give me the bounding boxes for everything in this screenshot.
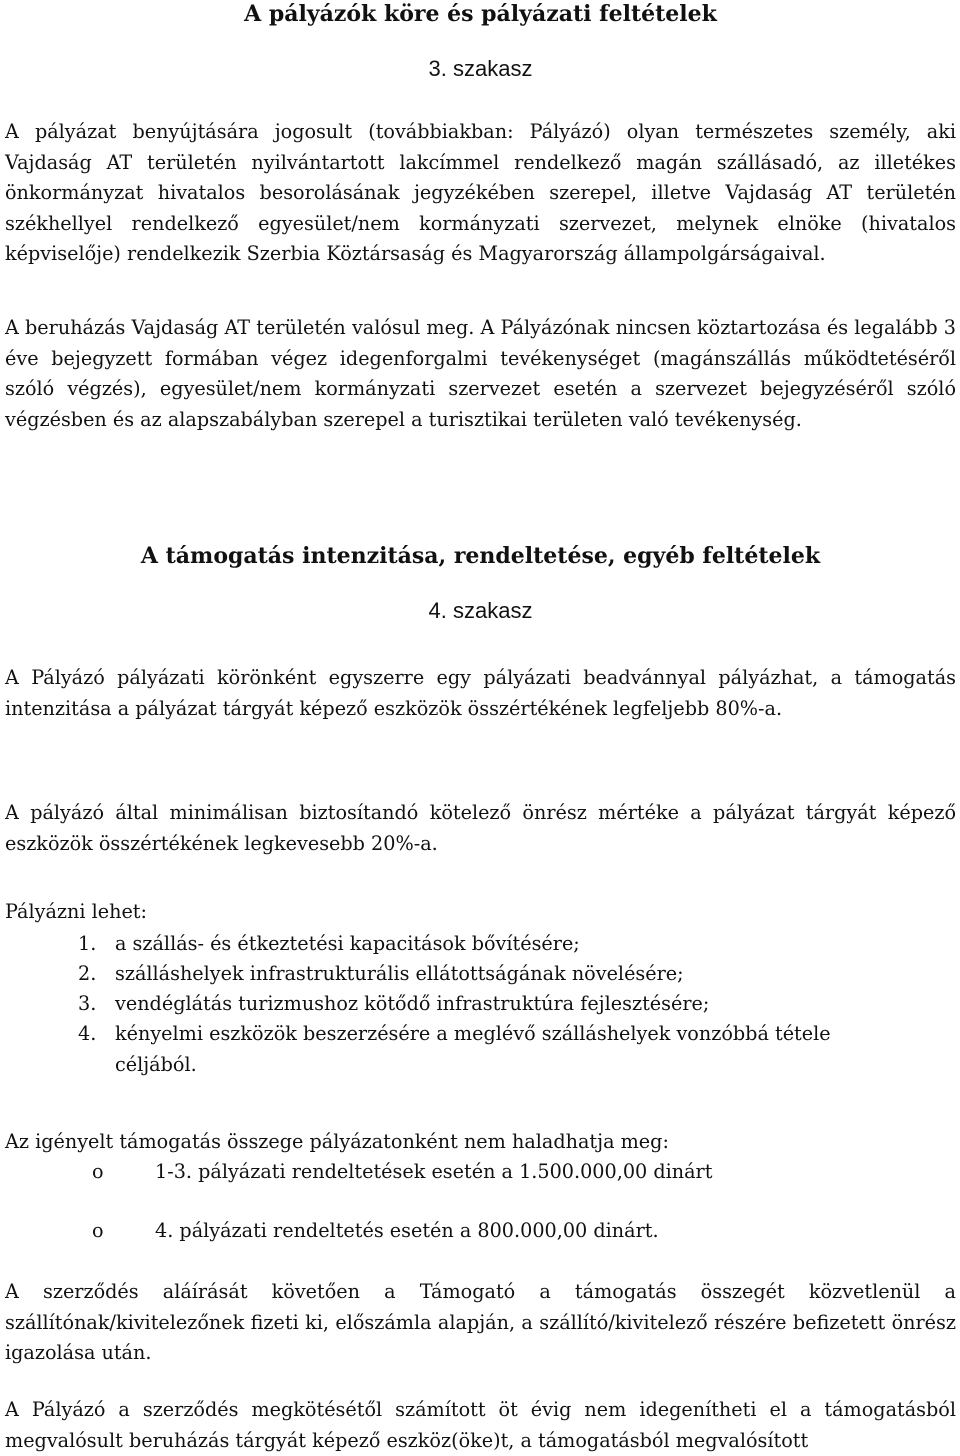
- bullet-marker: o: [92, 1160, 104, 1183]
- list-item-number: 3.: [78, 992, 97, 1015]
- paragraph-investment-location: A beruházás Vajdaság AT területén valósul meg. A Pályázónak nincsen köztartozása és legalább 3 éve bejegyzett formában végez idegenforgalmi tevékenységet (magánszállás működtetéséről szóló végzés), egyesület/nem kormányzati szervezet esetén a szervezet bejegyzéséről szóló végzésben és az alapszabályban szerepel a turisztikai területen való tevékenység.: [5, 316, 956, 431]
- limit-intro: Az igényelt támogatás összege pályázatonként nem haladhatja meg:: [5, 1130, 669, 1153]
- section-number-3: 3. szakasz: [428, 56, 533, 81]
- list-item-number: 1.: [78, 932, 97, 955]
- list-item-text: a szállás- és étkeztetési kapacitások bővítésére;: [115, 932, 580, 955]
- list-item: [5, 929, 956, 959]
- list-item-text: vendéglátás turizmushoz kötődő infrastruktúra fejlesztésére;: [115, 992, 710, 1015]
- list-item-text: kényelmi eszközök beszerzésére a meglévő szálláshelyek vonzóbbá tétele céljából.: [115, 1022, 831, 1076]
- limit-item: [5, 1157, 956, 1219]
- paragraph-own-contribution: A pályázó által minimálisan biztosítandó kötelező önrész mértéke a pályázat tárgyát képező eszközök összértékének legkevesebb 20%-a.: [5, 801, 956, 855]
- section-heading-support-intensity: A támogatás intenzitása, rendeltetése, egyéb feltételek: [140, 543, 821, 569]
- limit-item-text: 1-3. pályázati rendeltetések esetén a 1.500.000,00 dinárt: [155, 1160, 713, 1183]
- paragraph-support-intensity: A Pályázó pályázati körönként egyszerre egy pályázati beadvánnyal pályázhat, a támogatás intenzitása a pályázat tárgyát képező eszközök összértékének legfeljebb 80%-a.: [5, 666, 956, 720]
- bullet-marker: o: [92, 1219, 104, 1242]
- list-item: [5, 959, 956, 989]
- list-item-number: 2.: [78, 962, 97, 985]
- list-item-text: szálláshelyek infrastrukturális ellátottságának növelésére;: [115, 962, 684, 985]
- paragraph-eligible-applicants: A pályázat benyújtására jogosult (továbbiakban: Pályázó) olyan természetes személy, aki Vajdaság AT területén nyilvántartott lakcímmel rendelkező magán szállásadó, az illetékes önkormányzat hivatalos besorolásának jegyzékében szerepel, illetve Vajdaság AT területén székhellyel rendelkező egyesület/nem kormányzati szervezet, melynek elnöke (hivatalos képviselője) rendelkezik Szerbia Köztársaság és Magyarország állampolgárságaival.: [5, 120, 956, 265]
- section-number-4: 4. szakasz: [428, 598, 533, 623]
- list-item: [5, 989, 956, 1019]
- list-intro: Pályázni lehet:: [5, 900, 147, 923]
- limit-item-text: 4. pályázati rendeltetés esetén a 800.000,00 dinárt.: [155, 1219, 659, 1242]
- section-heading-eligibility: A pályázók köre és pályázati feltételek: [244, 1, 717, 27]
- limit-item: [5, 1216, 956, 1246]
- list-item-number: 4.: [78, 1022, 97, 1045]
- paragraph-payment: A szerződés aláírását követően a Támogató a támogatás összegét közvetlenül a szállítónak/kivitelezőnek fizeti ki, előszámla alapján, a szállító/kivitelező részére befizetett önrész igazolása után.: [5, 1280, 956, 1364]
- list-item: [5, 1019, 956, 1081]
- paragraph-asset-retention: A Pályázó a szerződés megkötésétől számított öt évig nem idegenítheti el a támogatásból megvalósult beruházás tárgyát képező eszköz(öke)t, a támogatásból megvalósított: [5, 1398, 956, 1452]
